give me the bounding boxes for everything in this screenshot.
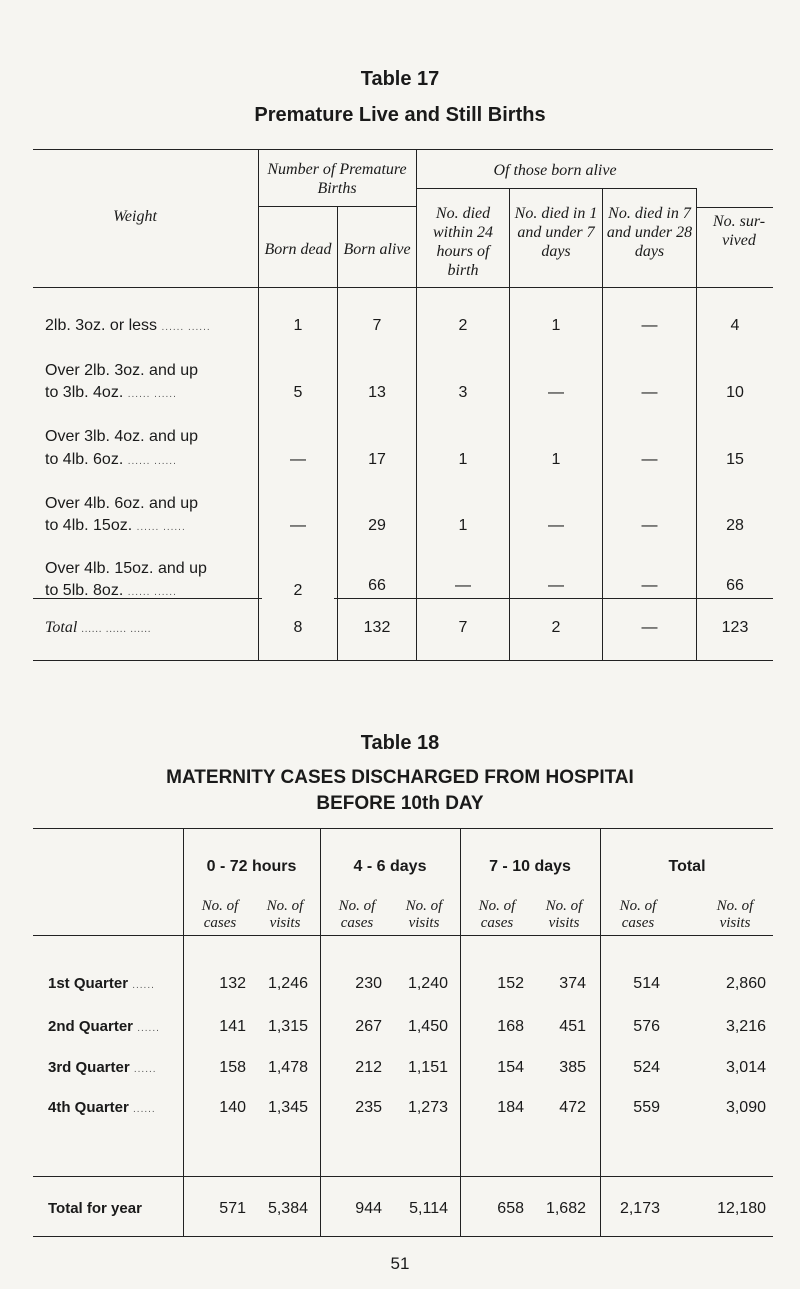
total-died-24h: 7 (458, 619, 468, 636)
cell-value: 1,151 (407, 1059, 448, 1076)
quarter-label: 1st Quarter ...... (48, 975, 155, 992)
group-header: Total (668, 858, 706, 875)
cell-value: 132 (219, 975, 246, 992)
cell-born-alive: 66 (368, 577, 386, 594)
cell-value: 1,478 (267, 1059, 308, 1076)
cell-value: 1,246 (267, 975, 308, 992)
total-value: 2,173 (619, 1200, 660, 1217)
cell-value: 154 (497, 1059, 524, 1076)
rule (33, 935, 773, 936)
cell-value: 524 (633, 1059, 660, 1076)
table17-title: Table 17 (360, 68, 440, 90)
rule (460, 828, 461, 1236)
rule (416, 188, 696, 189)
rule (33, 828, 773, 829)
cell-value: 158 (219, 1059, 246, 1076)
cell-born-dead: 1 (293, 317, 303, 334)
rule (33, 660, 773, 661)
cell-born-dead: — (290, 451, 306, 468)
total-value: 571 (219, 1200, 246, 1217)
cell-survived: 28 (726, 517, 744, 534)
row-label: Over 4lb. 15oz. and up (45, 560, 207, 577)
sub-header-cases: No. of cases (201, 898, 239, 931)
sub-header-cases: No. of cases (338, 898, 376, 931)
col-weight-header: Weight (113, 208, 157, 225)
cell-died-24h: 1 (458, 451, 468, 468)
cell-value: 576 (633, 1018, 660, 1035)
cell-value: 184 (497, 1099, 524, 1116)
cell-survived: 66 (726, 577, 744, 594)
sub-header-visits: No. of visits (405, 898, 443, 931)
row-label: to 3lb. 4oz. ...... ...... (45, 384, 177, 401)
group-header: 7 - 10 days (489, 858, 571, 875)
cell-died-28d: — (641, 577, 658, 594)
rule (416, 149, 417, 660)
group-header: 0 - 72 hours (206, 858, 297, 875)
cell-value: 230 (355, 975, 382, 992)
rule (33, 287, 773, 288)
cell-value: 514 (633, 975, 660, 992)
cell-value: 1,273 (407, 1099, 448, 1116)
cell-died-7d: — (548, 577, 564, 594)
total-label: Total ...... ...... ...... (45, 619, 152, 636)
cell-died-24h: — (455, 577, 471, 594)
cell-died-7d: — (548, 384, 564, 401)
cell-value: 140 (219, 1099, 246, 1116)
total-label: Total for year (48, 1200, 142, 1217)
sub-header-cases: No. of cases (478, 898, 516, 931)
quarter-label: 3rd Quarter ...... (48, 1059, 157, 1076)
cell-born-alive: 7 (372, 317, 382, 334)
col-died-28d-header: No. died in 7 and under 28 days (606, 205, 693, 260)
cell-born-dead: — (290, 517, 306, 534)
rule (696, 207, 773, 208)
col-born-alive-header: Born alive (343, 241, 411, 258)
cell-died-24h: 1 (458, 517, 468, 534)
sub-header-visits: No. of visits (545, 898, 583, 931)
cell-died-28d: — (641, 317, 658, 334)
sub-header-visits: No. of visits (266, 898, 304, 931)
cell-value: 1,345 (267, 1099, 308, 1116)
rule (183, 828, 184, 1236)
cell-value: 1,240 (407, 975, 448, 992)
cell-died-28d: — (641, 384, 658, 401)
total-died-28d: — (641, 619, 658, 636)
total-value: 5,114 (409, 1200, 448, 1217)
table18-subtitle: MATERNITY CASES DISCHARGED FROM HOSPITAI (166, 767, 634, 788)
total-value: 944 (355, 1200, 382, 1217)
cell-value: 212 (355, 1059, 382, 1076)
table17-subtitle: Premature Live and Still Births (254, 104, 546, 126)
cell-died-7d: — (548, 517, 564, 534)
cell-survived: 10 (726, 384, 744, 401)
cell-born-dead: 2 (262, 582, 334, 600)
group-births-header: Number of Premature Births (267, 161, 407, 197)
sub-header-cases: No. of cases (619, 898, 657, 931)
cell-value: 1,315 (267, 1018, 308, 1035)
col-died-24h-header: No. died within 24 hours of birth (432, 205, 493, 279)
row-label: to 4lb. 6oz. ...... ...... (45, 451, 177, 468)
total-value: 12,180 (717, 1200, 766, 1217)
total-value: 5,384 (267, 1200, 308, 1217)
row-label: 2lb. 3oz. or less ...... ...... (45, 317, 211, 334)
cell-value: 1,450 (407, 1018, 448, 1035)
cell-value: 141 (219, 1018, 246, 1035)
cell-value: 2,860 (725, 975, 766, 992)
row-label: Over 4lb. 6oz. and up (45, 495, 198, 512)
rule (600, 828, 601, 1236)
cell-value: 385 (559, 1059, 586, 1076)
cell-value: 472 (559, 1099, 586, 1116)
cell-value: 152 (497, 975, 524, 992)
col-born-dead-header: Born dead (264, 241, 332, 258)
rule (696, 188, 697, 660)
total-value: 1,682 (545, 1200, 586, 1217)
rule (320, 828, 321, 1236)
rule (602, 188, 603, 660)
cell-value: 3,216 (725, 1018, 766, 1035)
quarter-label: 2nd Quarter ...... (48, 1018, 160, 1035)
page-number: 51 (390, 1254, 410, 1273)
total-born-alive: 132 (363, 619, 391, 636)
rule (33, 149, 773, 150)
cell-died-28d: — (641, 517, 658, 534)
cell-died-24h: 2 (458, 317, 468, 334)
total-died-7d: 2 (551, 619, 561, 636)
col-died-7d-header: No. died in 1 and under 7 days (514, 205, 598, 260)
sub-header-visits: No. of visits (716, 898, 754, 931)
cell-born-alive: 13 (368, 384, 386, 401)
cell-died-24h: 3 (458, 384, 468, 401)
cell-value: 559 (633, 1099, 660, 1116)
cell-survived: 15 (726, 451, 744, 468)
cell-value: 451 (559, 1018, 586, 1035)
cell-value: 168 (497, 1018, 524, 1035)
cell-died-7d: 1 (551, 451, 561, 468)
row-label: to 4lb. 15oz. ...... ...... (45, 517, 186, 534)
cell-value: 3,090 (725, 1099, 766, 1116)
cell-born-dead: 5 (293, 384, 303, 401)
table18-subtitle: BEFORE 10th DAY (316, 793, 484, 814)
total-born-dead: 8 (293, 619, 303, 636)
cell-value: 267 (355, 1018, 382, 1035)
rule (509, 188, 510, 660)
cell-born-alive: 29 (368, 517, 386, 534)
row-label: to 5lb. 8oz. ...... ...... (45, 582, 177, 599)
total-survived: 123 (721, 619, 749, 636)
group-header: 4 - 6 days (353, 858, 427, 875)
rule (337, 206, 338, 660)
row-label: Over 2lb. 3oz. and up (45, 362, 198, 379)
total-value: 658 (497, 1200, 524, 1217)
cell-died-7d: 1 (551, 317, 561, 334)
col-survived-header: No. sur- vived (712, 213, 766, 249)
cell-value: 374 (559, 975, 586, 992)
cell-value: 235 (355, 1099, 382, 1116)
group-born-alive-header: Of those born alive (493, 162, 617, 179)
row-label: Over 3lb. 4oz. and up (45, 428, 198, 445)
rule (33, 1236, 773, 1237)
cell-value: 3,014 (725, 1059, 766, 1076)
quarter-label: 4th Quarter ...... (48, 1099, 156, 1116)
rule (33, 1176, 773, 1177)
cell-survived: 4 (730, 317, 740, 334)
table18-title: Table 18 (360, 732, 440, 754)
cell-born-alive: 17 (368, 451, 386, 468)
rule (258, 149, 259, 660)
cell-died-28d: — (641, 451, 658, 468)
